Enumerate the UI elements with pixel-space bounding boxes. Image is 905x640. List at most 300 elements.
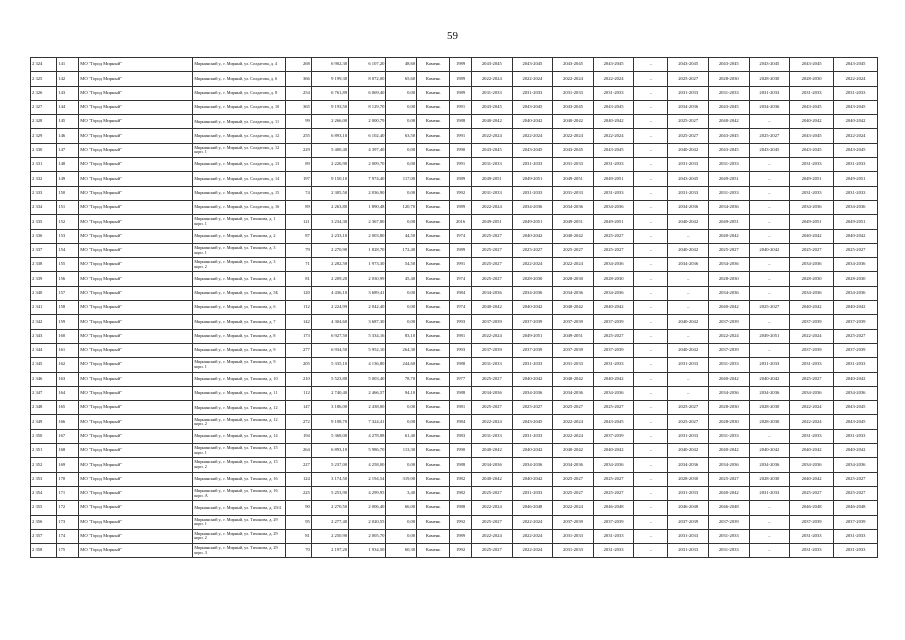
material-cell: Камень: [417, 501, 450, 515]
value-a-cell: 124: [285, 472, 311, 486]
address-cell: Мирнинский у., г. Мирный, ул. Солдатова, д. 12 корп. 1: [193, 143, 285, 157]
period-6-cell: 2031-2033: [708, 358, 749, 372]
period-7-cell: –: [749, 272, 790, 286]
address-cell: Мирнинский у., г. Мирный, ул. Тихонова, д. 16 корп. А: [193, 486, 285, 500]
dash-cell: –: [634, 286, 668, 300]
period-4-cell: 2034-2036: [593, 200, 634, 214]
row-number: 2 324: [31, 58, 57, 72]
row-number: 2 325: [31, 72, 57, 86]
period-8-cell: 2040-2042: [790, 229, 834, 243]
value-d-cell: 113,30: [386, 444, 417, 458]
table-row: [31, 100, 878, 114]
year-cell: 1989: [450, 58, 472, 72]
value-a-cell: 71: [285, 258, 311, 272]
period-3-cell: 2025-2027: [553, 243, 594, 257]
index-cell: 141: [57, 58, 79, 72]
material-cell: Камень: [417, 358, 450, 372]
period-2-cell: 2022-2024: [512, 544, 553, 558]
value-b-cell: 6 761,89: [311, 86, 348, 100]
table-row: [31, 315, 878, 329]
period-5-cell: –: [668, 386, 709, 400]
period-1-cell: 2022-2024: [472, 501, 513, 515]
value-b-cell: 2 209,20: [311, 272, 348, 286]
year-cell: 1989: [450, 86, 472, 100]
period-6-cell: 2040-2042: [708, 301, 749, 315]
period-6-cell: 2040-2042: [708, 486, 749, 500]
value-a-cell: 120: [285, 286, 311, 300]
value-c-cell: 2 003,80: [349, 229, 386, 243]
period-4-cell: 2043-2045: [593, 143, 634, 157]
material-cell: Камень: [417, 58, 450, 72]
period-3-cell: 2037-2039: [553, 515, 594, 529]
row-number: 2 358: [31, 544, 57, 558]
period-1-cell: 2037-2039: [472, 343, 513, 357]
period-9-cell: 2034-2036: [834, 286, 878, 300]
period-9-cell: 2031-2033: [834, 158, 878, 172]
municipality-cell: МО "Город Мирный": [79, 515, 193, 529]
index-cell: 156: [57, 272, 79, 286]
period-5-cell: 2040-2042: [668, 343, 709, 357]
municipality-cell: МО "Город Мирный": [79, 243, 193, 257]
value-c-cell: 8 129,70: [349, 100, 386, 114]
address-cell: Мирнинский у., г. Мирный, ул. Тихонова, д. 3 корп. 1: [193, 243, 285, 257]
value-d-cell: 0,00: [386, 158, 417, 172]
value-d-cell: 0,00: [386, 115, 417, 129]
material-cell: Камень: [417, 186, 450, 200]
period-8-cell: 2040-2042: [790, 444, 834, 458]
material-cell: Камень: [417, 200, 450, 214]
value-d-cell: 61,40: [386, 429, 417, 443]
period-2-cell: 2040-2042: [512, 301, 553, 315]
address-cell: Мирнинский у., г. Мирный, ул. Тихонова, д. 29 корп. 1: [193, 515, 285, 529]
value-b-cell: 2 197,20: [311, 544, 348, 558]
value-b-cell: 2 282,58: [311, 258, 348, 272]
value-d-cell: 0,00: [386, 415, 417, 429]
municipality-cell: МО "Город Мирный": [79, 158, 193, 172]
index-cell: 174: [57, 529, 79, 543]
year-cell: 1977: [450, 372, 472, 386]
value-c-cell: 2 000,79: [349, 115, 386, 129]
period-7-cell: 2043-2045: [749, 58, 790, 72]
period-4-cell: 2046-2048: [593, 501, 634, 515]
table-row: [31, 86, 878, 100]
value-a-cell: 272: [285, 415, 311, 429]
period-2-cell: 2040-2042: [512, 372, 553, 386]
material-cell: Камень: [417, 315, 450, 329]
value-b-cell: 2 305,50: [311, 186, 348, 200]
index-cell: 172: [57, 501, 79, 515]
period-8-cell: 2037-2039: [790, 315, 834, 329]
row-number: 2 352: [31, 458, 57, 472]
dash-cell: –: [634, 372, 668, 386]
period-2-cell: 2043-2045: [512, 100, 553, 114]
period-7-cell: –: [749, 115, 790, 129]
period-8-cell: 2025-2027: [790, 372, 834, 386]
table-row: [31, 329, 878, 343]
period-9-cell: 2043-2045: [834, 100, 878, 114]
address-cell: Мирнинский у., г. Мирный, ул. Солдатова, д. 13: [193, 158, 285, 172]
period-5-cell: 2031-2033: [668, 186, 709, 200]
period-8-cell: 2043-2045: [790, 58, 834, 72]
period-6-cell: 2028-2030: [708, 72, 749, 86]
period-2-cell: 2037-2039: [512, 343, 553, 357]
period-8-cell: 2022-2024: [790, 329, 834, 343]
period-3-cell: 2022-2024: [553, 129, 594, 143]
value-a-cell: 147: [285, 401, 311, 415]
index-cell: 155: [57, 258, 79, 272]
value-b-cell: 5 368,00: [311, 429, 348, 443]
period-6-cell: 2031-2033: [708, 544, 749, 558]
material-cell: Камень: [417, 72, 450, 86]
period-7-cell: 2025-2027: [749, 301, 790, 315]
value-c-cell: 5 003,40: [349, 372, 386, 386]
period-9-cell: 2034-2036: [834, 258, 878, 272]
year-cell: 1992: [450, 544, 472, 558]
period-6-cell: 2028-2030: [708, 415, 749, 429]
value-d-cell: 63,50: [386, 129, 417, 143]
dash-cell: –: [634, 343, 668, 357]
period-9-cell: 2043-2045: [834, 143, 878, 157]
address-cell: Мирнинский у., г. Мирный, ул. Тихонова, д. 15 корп. 1: [193, 444, 285, 458]
municipality-cell: МО "Город Мирный": [79, 486, 193, 500]
period-8-cell: 2043-2045: [790, 143, 834, 157]
period-8-cell: 2031-2033: [790, 158, 834, 172]
address-cell: Мирнинский у., г. Мирный, ул. Тихонова, д. 5Б: [193, 286, 285, 300]
value-d-cell: 0,00: [386, 315, 417, 329]
address-cell: Мирнинский у., г. Мирный, ул. Тихонова, д. 1 корп. 1: [193, 215, 285, 229]
value-a-cell: 89: [285, 200, 311, 214]
table-row: [31, 386, 878, 400]
value-b-cell: 5 253,90: [311, 486, 348, 500]
period-3-cell: 2031-2033: [553, 86, 594, 100]
period-7-cell: 2031-2033: [749, 86, 790, 100]
table-row: [31, 158, 878, 172]
index-cell: 152: [57, 215, 79, 229]
period-2-cell: 2043-2045: [512, 415, 553, 429]
period-2-cell: 2040-2042: [512, 229, 553, 243]
period-1-cell: 2031-2033: [472, 158, 513, 172]
page-number: 59: [447, 30, 458, 42]
period-8-cell: 2031-2033: [790, 429, 834, 443]
material-cell: Камень: [417, 301, 450, 315]
period-2-cell: 2040-2042: [512, 444, 553, 458]
period-1-cell: 2022-2024: [472, 329, 513, 343]
period-1-cell: 2049-2051: [472, 215, 513, 229]
period-3-cell: 2043-2045: [553, 58, 594, 72]
period-2-cell: 2040-2042: [512, 472, 553, 486]
row-number: 2 329: [31, 129, 57, 143]
row-number: 2 353: [31, 472, 57, 486]
value-a-cell: 197: [285, 172, 311, 186]
period-3-cell: 2037-2039: [553, 343, 594, 357]
period-1-cell: 2034-2036: [472, 286, 513, 300]
period-8-cell: 2040-2042: [790, 301, 834, 315]
value-d-cell: 66,00: [386, 501, 417, 515]
period-3-cell: 2022-2024: [553, 72, 594, 86]
period-4-cell: 2031-2033: [593, 544, 634, 558]
period-1-cell: 2025-2027: [472, 372, 513, 386]
table-row: [31, 129, 878, 143]
value-d-cell: 0,00: [386, 143, 417, 157]
period-4-cell: 2031-2033: [593, 86, 634, 100]
index-cell: 142: [57, 72, 79, 86]
period-7-cell: 2028-2030: [749, 401, 790, 415]
row-number: 2 341: [31, 301, 57, 315]
dash-cell: –: [634, 115, 668, 129]
period-3-cell: 2031-2033: [553, 529, 594, 543]
value-c-cell: 2 466,57: [349, 386, 386, 400]
row-number: 2 348: [31, 401, 57, 415]
municipality-cell: МО "Город Мирный": [79, 444, 193, 458]
value-d-cell: 0,00: [386, 100, 417, 114]
period-8-cell: 2034-2036: [790, 386, 834, 400]
material-cell: Камень: [417, 401, 450, 415]
value-d-cell: 45,40: [386, 272, 417, 286]
municipality-cell: МО "Город Мирный": [79, 472, 193, 486]
period-9-cell: 2025-2027: [834, 472, 878, 486]
value-d-cell: 54,50: [386, 258, 417, 272]
dash-cell: –: [634, 72, 668, 86]
period-5-cell: 2025-2027: [668, 72, 709, 86]
period-8-cell: 2025-2027: [790, 243, 834, 257]
period-7-cell: 2025-2027: [749, 129, 790, 143]
period-3-cell: 2034-2036: [553, 286, 594, 300]
address-cell: Мирнинский у., г. Мирный, ул. Тихонова, д. 2: [193, 229, 285, 243]
period-4-cell: 2031-2033: [593, 529, 634, 543]
value-b-cell: 5 523,80: [311, 372, 348, 386]
dash-cell: –: [634, 458, 668, 472]
address-cell: Мирнинский у., г. Мирный, ул. Солдатова, д. 4: [193, 58, 285, 72]
year-cell: 1990: [450, 143, 472, 157]
value-d-cell: 65,60: [386, 72, 417, 86]
material-cell: Камень: [417, 215, 450, 229]
period-1-cell: 2025-2027: [472, 258, 513, 272]
period-7-cell: 2031-2033: [749, 358, 790, 372]
period-3-cell: 2040-2042: [553, 229, 594, 243]
period-8-cell: 2031-2033: [790, 86, 834, 100]
period-6-cell: 2034-2036: [708, 200, 749, 214]
index-cell: 157: [57, 286, 79, 300]
period-5-cell: 2031-2033: [668, 358, 709, 372]
period-2-cell: 2031-2033: [512, 429, 553, 443]
value-d-cell: 3,40: [386, 486, 417, 500]
period-9-cell: 2025-2027: [834, 329, 878, 343]
period-2-cell: 2025-2027: [512, 401, 553, 415]
year-cell: 1982: [450, 486, 472, 500]
value-c-cell: 7 974,40: [349, 172, 386, 186]
period-2-cell: 2034-2036: [512, 386, 553, 400]
period-9-cell: 2037-2039: [834, 343, 878, 357]
dash-cell: –: [634, 129, 668, 143]
period-6-cell: 2031-2033: [708, 158, 749, 172]
material-cell: Камень: [417, 172, 450, 186]
material-cell: Камень: [417, 143, 450, 157]
dash-cell: –: [634, 229, 668, 243]
value-b-cell: 3 186,00: [311, 401, 348, 415]
value-b-cell: 6 927,50: [311, 329, 348, 343]
material-cell: Камень: [417, 158, 450, 172]
period-6-cell: 2034-2036: [708, 286, 749, 300]
row-number: 2 331: [31, 158, 57, 172]
period-3-cell: 2049-2051: [553, 172, 594, 186]
value-d-cell: 48,60: [386, 58, 417, 72]
period-1-cell: 2031-2033: [472, 86, 513, 100]
dash-cell: –: [634, 58, 668, 72]
period-8-cell: 2049-2051: [790, 172, 834, 186]
period-4-cell: 2025-2027: [593, 243, 634, 257]
year-cell: 1991: [450, 258, 472, 272]
table-row: [31, 301, 878, 315]
value-c-cell: 2 020,55: [349, 515, 386, 529]
index-cell: 153: [57, 229, 79, 243]
table-row: [31, 243, 878, 257]
value-a-cell: 173: [285, 329, 311, 343]
period-4-cell: 2037-2039: [593, 343, 634, 357]
period-5-cell: 2034-2036: [668, 100, 709, 114]
year-cell: 1992: [450, 515, 472, 529]
municipality-cell: МО "Город Мирный": [79, 115, 193, 129]
municipality-cell: МО "Город Мирный": [79, 501, 193, 515]
period-7-cell: –: [749, 158, 790, 172]
year-cell: 1981: [450, 401, 472, 415]
material-cell: Камень: [417, 229, 450, 243]
period-6-cell: 2025-2027: [708, 243, 749, 257]
address-cell: Мирнинский у., г. Мирный, ул. Солдатова, д. 16: [193, 200, 285, 214]
year-cell: 1989: [450, 529, 472, 543]
period-7-cell: –: [749, 343, 790, 357]
municipality-cell: МО "Город Мирный": [79, 544, 193, 558]
period-9-cell: 2034-2036: [834, 386, 878, 400]
index-cell: 150: [57, 186, 79, 200]
period-9-cell: 2031-2033: [834, 429, 878, 443]
value-c-cell: 2 194,54: [349, 472, 386, 486]
index-cell: 165: [57, 401, 79, 415]
period-4-cell: 2028-2030: [593, 272, 634, 286]
municipality-cell: МО "Город Мирный": [79, 258, 193, 272]
index-cell: 167: [57, 429, 79, 443]
material-cell: Камень: [417, 343, 450, 357]
value-b-cell: 6 893,10: [311, 444, 348, 458]
period-1-cell: 2034-2036: [472, 386, 513, 400]
period-3-cell: 2049-2051: [553, 329, 594, 343]
row-number: 2 337: [31, 243, 57, 257]
period-6-cell: 2037-2039: [708, 515, 749, 529]
value-b-cell: 3 174,50: [311, 472, 348, 486]
value-c-cell: 1 934,50: [349, 544, 386, 558]
material-cell: Камень: [417, 415, 450, 429]
period-4-cell: 2025-2027: [593, 472, 634, 486]
value-c-cell: 2 367,80: [349, 215, 386, 229]
period-1-cell: 2043-2045: [472, 58, 513, 72]
period-7-cell: 2034-2036: [749, 100, 790, 114]
period-6-cell: 2043-2045: [708, 58, 749, 72]
period-9-cell: 2040-2042: [834, 115, 878, 129]
address-cell: Мирнинский у., г. Мирный, ул. Солдатова, д. 15: [193, 186, 285, 200]
period-6-cell: 2043-2045: [708, 129, 749, 143]
period-6-cell: 2046-2048: [708, 501, 749, 515]
address-cell: Мирнинский у., г. Мирный, ул. Тихонова, д. 9: [193, 343, 285, 357]
period-5-cell: –: [668, 272, 709, 286]
row-number: 2 339: [31, 272, 57, 286]
period-9-cell: 2043-2045: [834, 58, 878, 72]
period-9-cell: 2040-2042: [834, 301, 878, 315]
material-cell: Камень: [417, 444, 450, 458]
year-cell: 1989: [450, 243, 472, 257]
period-7-cell: –: [749, 315, 790, 329]
address-cell: Мирнинский у., г. Мирный, ул. Солдатова, д. 11: [193, 115, 285, 129]
index-cell: 147: [57, 143, 79, 157]
period-8-cell: 2046-2048: [790, 501, 834, 515]
value-c-cell: 7 324,41: [349, 415, 386, 429]
period-5-cell: –: [668, 372, 709, 386]
period-3-cell: 2043-2045: [553, 100, 594, 114]
address-cell: Мирнинский у., г. Мирный, ул. Тихонова, д. 15 корп. 2: [193, 458, 285, 472]
row-number: 2 340: [31, 286, 57, 300]
value-a-cell: 227: [285, 458, 311, 472]
period-9-cell: 2031-2033: [834, 358, 878, 372]
index-cell: 145: [57, 115, 79, 129]
value-a-cell: 277: [285, 343, 311, 357]
index-cell: 154: [57, 243, 79, 257]
year-cell: 1982: [450, 472, 472, 486]
dash-cell: –: [634, 501, 668, 515]
period-2-cell: 2034-2036: [512, 458, 553, 472]
dash-cell: –: [634, 158, 668, 172]
municipality-cell: МО "Город Мирный": [79, 415, 193, 429]
period-1-cell: 2043-2045: [472, 143, 513, 157]
year-cell: 1988: [450, 358, 472, 372]
municipality-cell: МО "Город Мирный": [79, 358, 193, 372]
period-4-cell: 2031-2033: [593, 186, 634, 200]
value-a-cell: 79: [285, 243, 311, 257]
period-9-cell: 2022-2024: [834, 72, 878, 86]
period-8-cell: 2037-2039: [790, 343, 834, 357]
period-8-cell: 2034-2036: [790, 200, 834, 214]
value-a-cell: 142: [285, 315, 311, 329]
index-cell: 149: [57, 172, 79, 186]
year-cell: 1991: [450, 129, 472, 143]
dash-cell: –: [634, 386, 668, 400]
period-4-cell: 2034-2036: [593, 286, 634, 300]
value-c-cell: 5 334,16: [349, 329, 386, 343]
address-cell: Мирнинский у., г. Мирный, ул. Тихонова, д. 16: [193, 472, 285, 486]
period-9-cell: 2034-2036: [834, 200, 878, 214]
row-number: 2 328: [31, 115, 57, 129]
value-c-cell: 6 069,40: [349, 86, 386, 100]
address-cell: Мирнинский у., г. Мирный, ул. Тихонова, д. 29 корп. 3: [193, 544, 285, 558]
address-cell: Мирнинский у., г. Мирный, ул. Тихонова, д. 12: [193, 401, 285, 415]
period-9-cell: 2025-2027: [834, 486, 878, 500]
row-number: 2 347: [31, 386, 57, 400]
address-cell: Мирнинский у., г. Мирный, ул. Тихонова, д. 29/4: [193, 501, 285, 515]
period-2-cell: 2040-2042: [512, 115, 553, 129]
value-c-cell: 1 890,48: [349, 200, 386, 214]
period-5-cell: 2025-2027: [668, 115, 709, 129]
period-1-cell: 2025-2027: [472, 486, 513, 500]
value-b-cell: 4 304,60: [311, 315, 348, 329]
row-number: 2 345: [31, 358, 57, 372]
value-d-cell: 0,00: [386, 529, 417, 543]
municipality-cell: МО "Город Мирный": [79, 286, 193, 300]
period-3-cell: 2040-2042: [553, 444, 594, 458]
dash-cell: –: [634, 444, 668, 458]
value-a-cell: 210: [285, 372, 311, 386]
period-1-cell: 2043-2045: [472, 100, 513, 114]
address-cell: Мирнинский у., г. Мирный, ул. Тихонова, д. 11: [193, 386, 285, 400]
period-5-cell: 2043-2045: [668, 58, 709, 72]
year-cell: 1989: [450, 172, 472, 186]
municipality-cell: МО "Город Мирный": [79, 72, 193, 86]
